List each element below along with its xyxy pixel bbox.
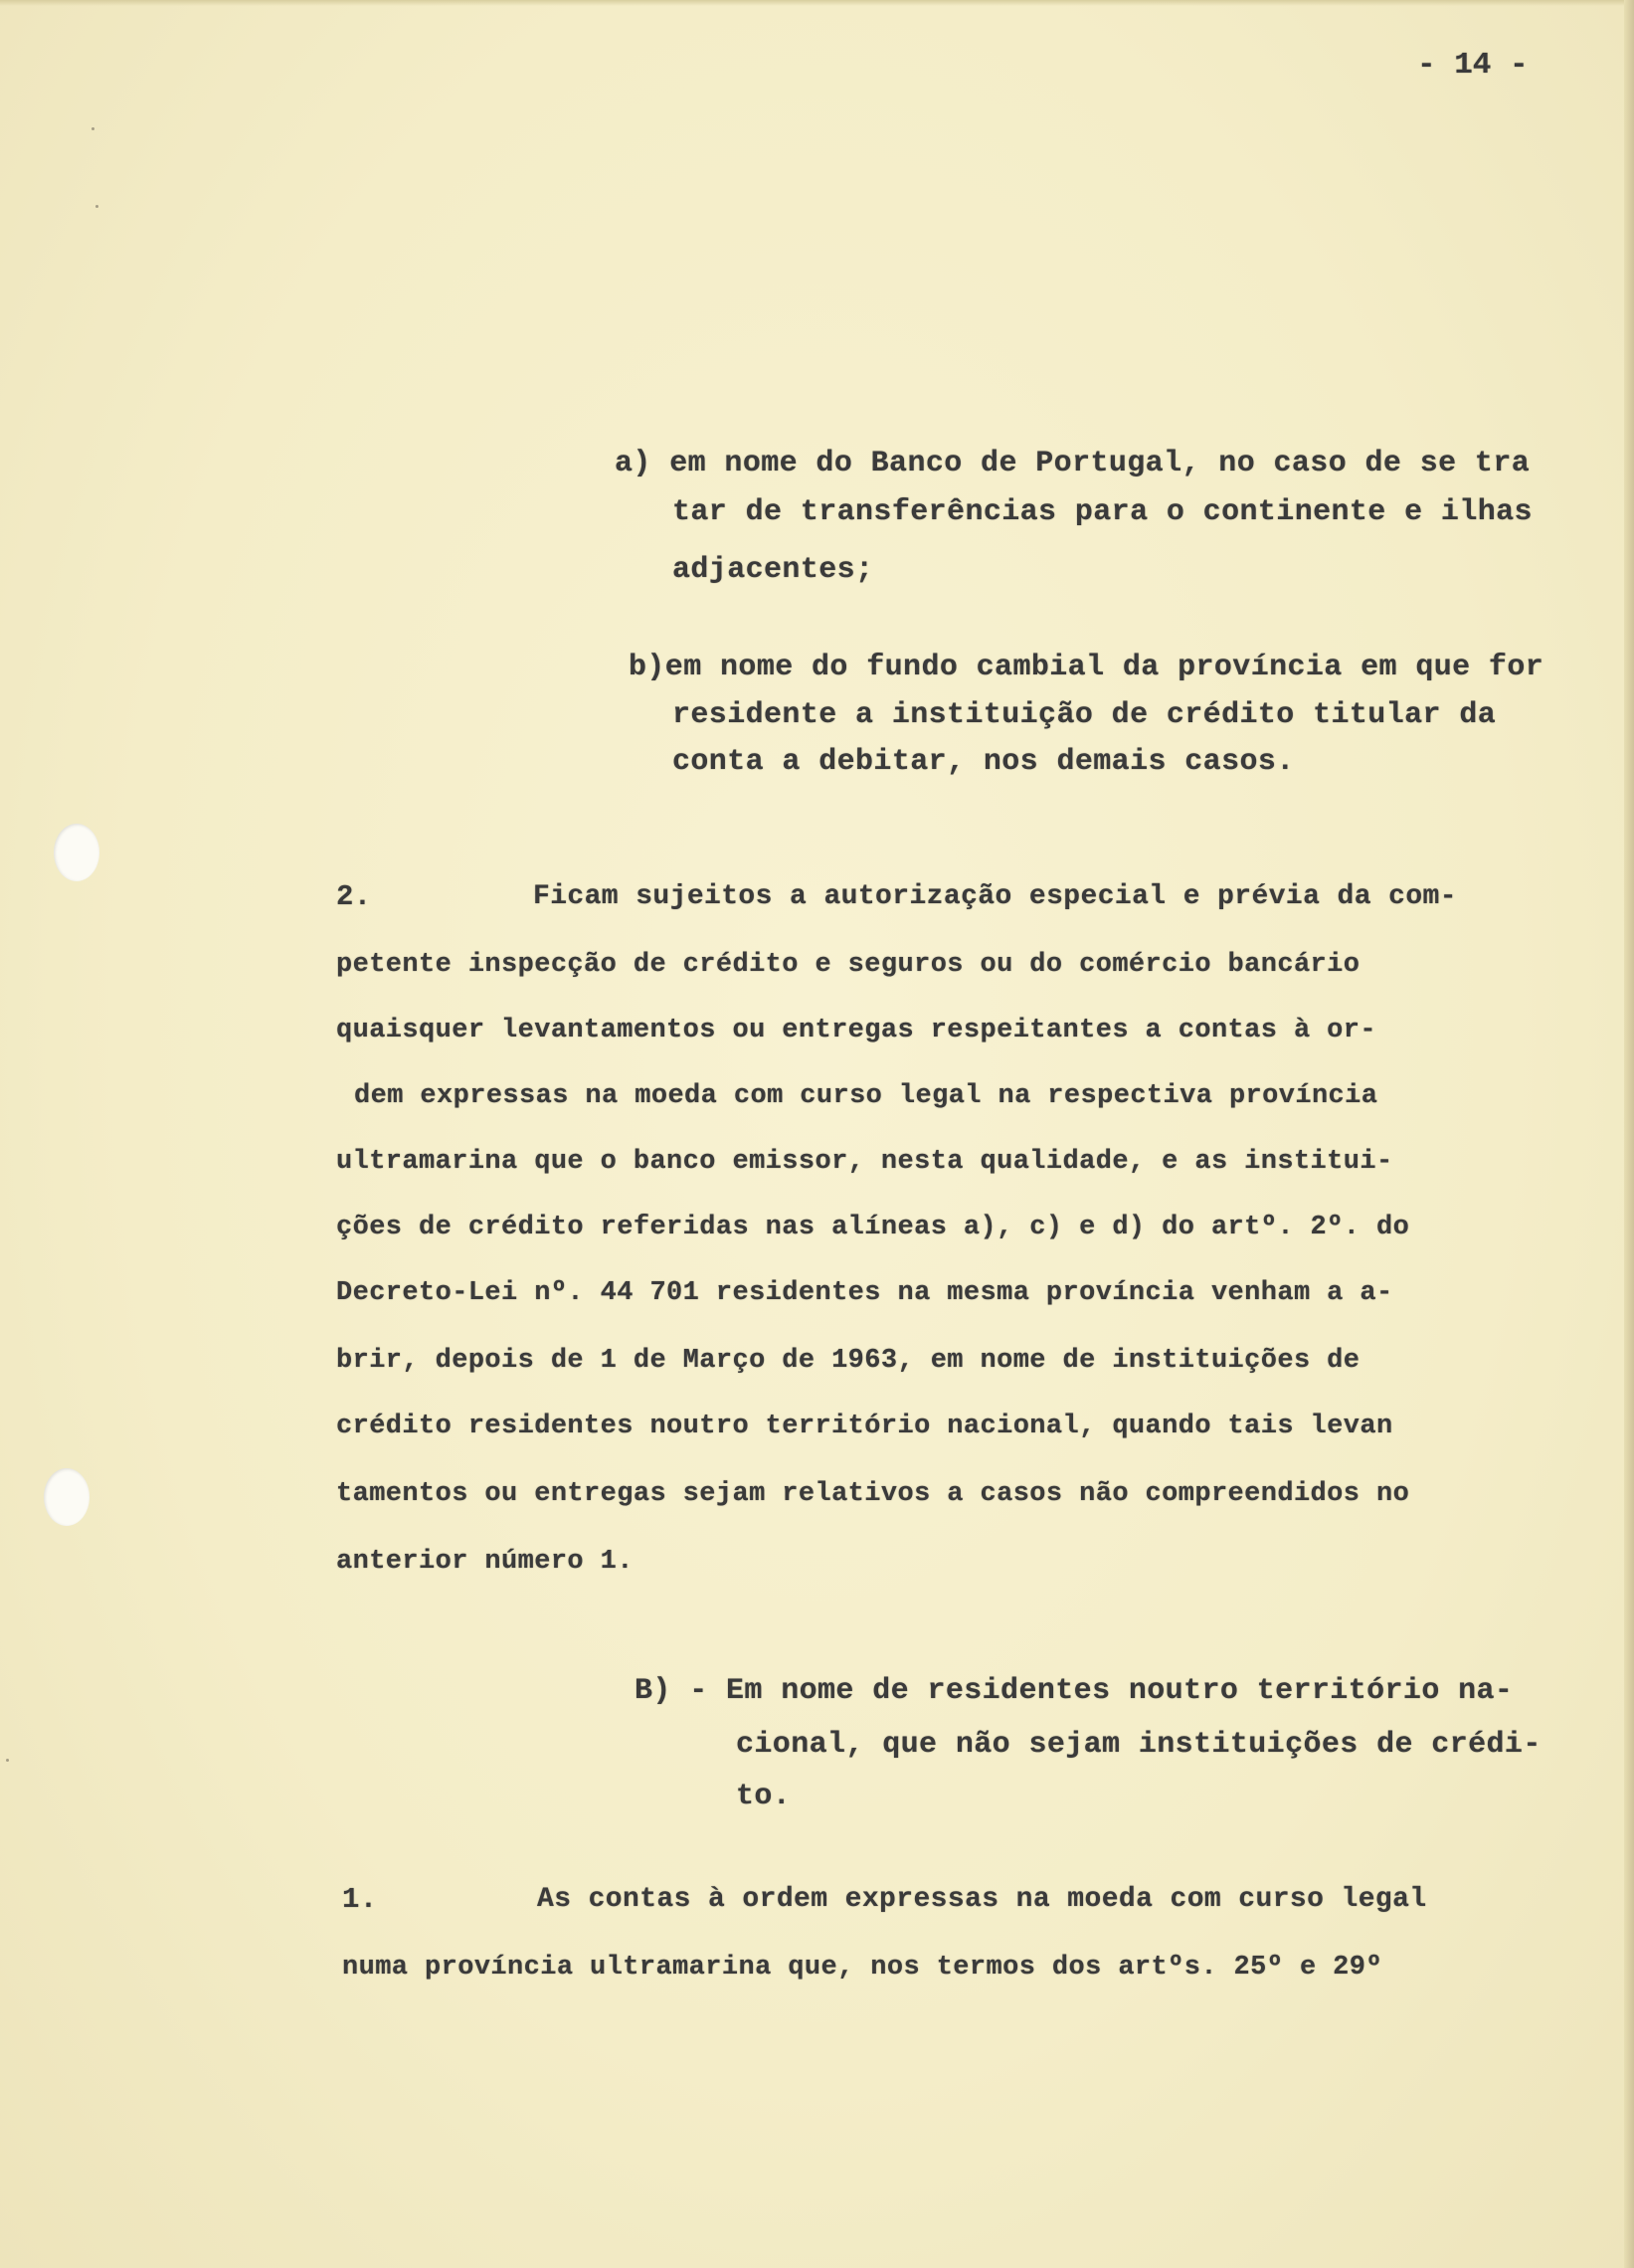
- paragraph-1-line: As contas à ordem expressas na moeda com curso legal: [537, 1884, 1427, 1915]
- paper-speck: [6, 1759, 9, 1762]
- paragraph-2-line: anterior número 1.: [336, 1547, 634, 1577]
- paragraph-1-number: 1.: [342, 1883, 378, 1916]
- item-b-line: residente a instituição de crédito titular da: [672, 698, 1497, 732]
- paper-top-edge: [0, 0, 1634, 6]
- item-a-line: a) em nome do Banco de Portugal, no caso de se tra: [615, 447, 1531, 480]
- item-b-line: b)em nome do fundo cambial da província em que for: [629, 651, 1544, 684]
- paragraph-2-line: crédito residentes noutro território nacional, quando tais levan: [336, 1412, 1393, 1441]
- section-b-heading-line: to.: [736, 1780, 792, 1813]
- paragraph-2-line: ções de crédito referidas nas alíneas a), c) e d) do artº. 2º. do: [336, 1213, 1410, 1242]
- paragraph-2-line: brir, depois de 1 de Março de 1963, em nome de instituições de: [336, 1346, 1361, 1376]
- paragraph-2-line: Ficam sujeitos a autorização especial e prévia da com-: [533, 881, 1457, 912]
- paragraph-2-line: tamentos ou entregas sejam relativos a casos não compreendidos no: [336, 1479, 1410, 1509]
- punch-hole-icon: [54, 824, 99, 881]
- paragraph-2-line: quaisquer levantamentos ou entregas respeitantes a contas à or-: [336, 1016, 1376, 1045]
- paper-speck: [95, 205, 98, 208]
- paragraph-2-number: 2.: [336, 880, 372, 913]
- page-number: - 14 -: [1417, 48, 1529, 83]
- punch-hole-icon: [44, 1468, 90, 1526]
- paragraph-2-line: ultramarina que o banco emissor, nesta qualidade, e as institui-: [336, 1147, 1393, 1177]
- item-b-line: conta a debitar, nos demais casos.: [672, 745, 1295, 779]
- paragraph-2-line: Decreto-Lei nº. 44 701 residentes na mesma província venham a a-: [336, 1278, 1393, 1308]
- paragraph-2-line: petente inspecção de crédito e seguros ou do comércio bancário: [336, 950, 1361, 980]
- item-a-line: adjacentes;: [672, 553, 874, 587]
- paragraph-1-line: numa província ultramarina que, nos termos dos artºs. 25º e 29º: [342, 1953, 1382, 1983]
- paper-speck: [91, 127, 94, 130]
- item-a-line: tar de transferências para o continente e ilhas: [672, 495, 1533, 529]
- section-b-heading-line: cional, que não sejam instituições de crédi-: [736, 1728, 1542, 1762]
- paper-right-edge: [1624, 0, 1634, 2268]
- paragraph-2-line: dem expressas na moeda com curso legal na respectiva província: [354, 1081, 1378, 1111]
- section-b-heading-line: B) - Em nome de residentes noutro território na-: [635, 1674, 1514, 1708]
